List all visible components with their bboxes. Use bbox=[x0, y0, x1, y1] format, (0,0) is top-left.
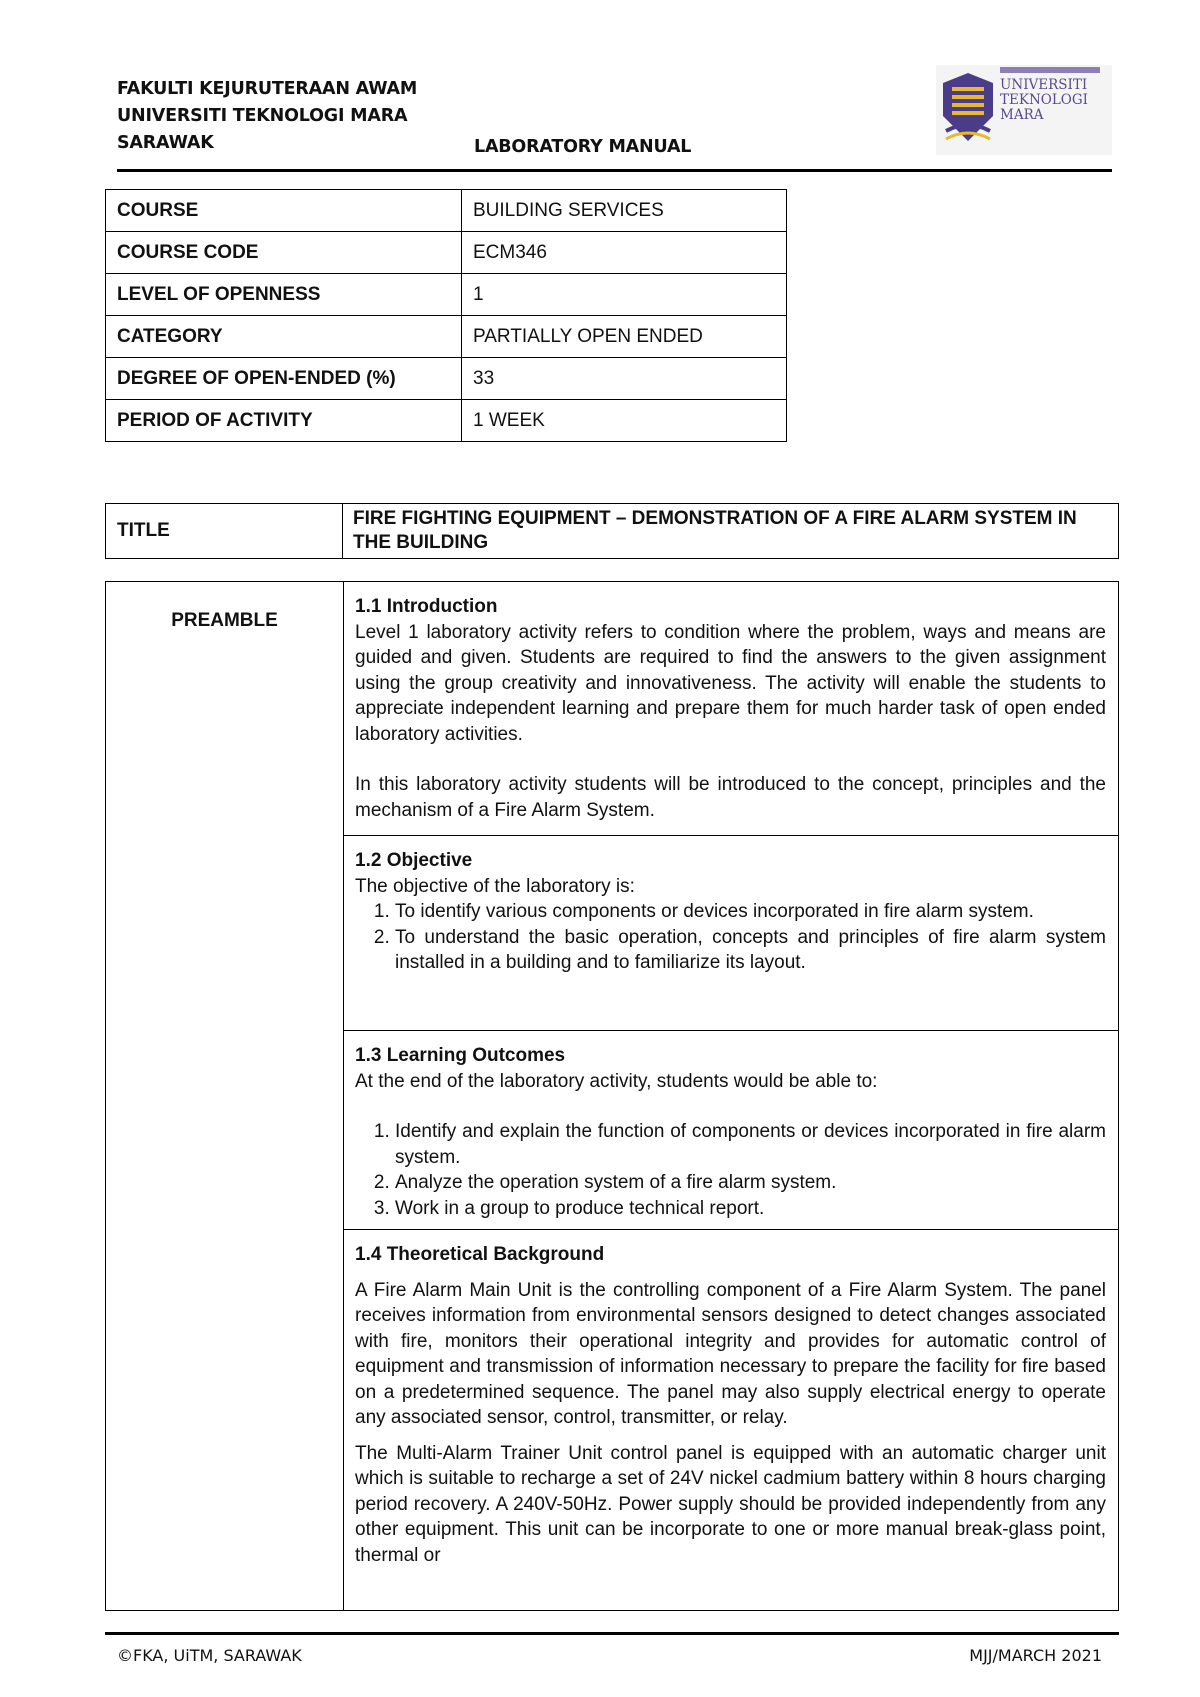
list-item: 2. Analyze the operation system of a fire alarm system. bbox=[395, 1170, 1106, 1196]
paragraph: In this laboratory activity students will be introduced to the concept, principles and the mechanism of a Fire Alarm System. bbox=[355, 774, 1106, 821]
title-value: FIRE FIGHTING EQUIPMENT – DEMONSTRATION OF A FIRE ALARM SYSTEM IN THE BUILDING bbox=[343, 504, 1119, 559]
list-item: 1. Identify and explain the function of components or devices incorporated in fire alarm system. bbox=[395, 1119, 1106, 1170]
paragraph: The objective of the laboratory is: bbox=[355, 875, 635, 897]
preamble-table bbox=[105, 581, 1119, 1611]
university-logo bbox=[936, 65, 1112, 155]
footer-date: MJJ/MARCH 2021 bbox=[969, 1646, 1102, 1665]
table-row bbox=[106, 504, 1119, 559]
info-label: CATEGORY bbox=[106, 316, 462, 358]
objective-list bbox=[355, 899, 1106, 976]
outcomes-list bbox=[355, 1119, 1106, 1221]
footer-copyright: ©FKA, UiTM, SARAWAK bbox=[117, 1646, 302, 1665]
page-header bbox=[117, 76, 1112, 172]
faculty-name: FAKULTI KEJURUTERAAN AWAM bbox=[117, 79, 418, 99]
info-value: 33 bbox=[462, 358, 787, 400]
info-value: 1 WEEK bbox=[462, 400, 787, 442]
info-value: PARTIALLY OPEN ENDED bbox=[462, 316, 787, 358]
logo-line: TEKNOLOGI bbox=[1000, 92, 1088, 108]
document-type: LABORATORY MANUAL bbox=[474, 137, 692, 157]
info-value: ECM346 bbox=[462, 232, 787, 274]
table-row bbox=[106, 582, 1119, 836]
table-row bbox=[106, 400, 787, 442]
paragraph: The Multi-Alarm Trainer Unit control panel is equipped with an automatic charger unit which is suitable to recharge a set of 24V nickel cadmium battery within 8 hours charging period recovery. A 240V-50Hz. Power supply should be provided independently from any other equipment. This unit can be incorporate to one or more manual break-glass point, thermal or bbox=[355, 1442, 1106, 1566]
section-heading: 1.4 Theoretical Background bbox=[355, 1244, 605, 1265]
section-introduction bbox=[344, 582, 1119, 836]
info-label: DEGREE OF OPEN-ENDED (%) bbox=[106, 358, 462, 400]
section-objective bbox=[344, 836, 1119, 1031]
logo-line: MARA bbox=[1000, 107, 1044, 123]
info-label: COURSE CODE bbox=[106, 232, 462, 274]
info-label: LEVEL OF OPENNESS bbox=[106, 274, 462, 316]
title-label: TITLE bbox=[106, 504, 343, 559]
footer-rule bbox=[105, 1632, 1119, 1635]
crest-icon bbox=[938, 71, 998, 151]
title-table bbox=[105, 503, 1119, 559]
logo-line: UNIVERSITI bbox=[1000, 77, 1088, 93]
section-heading: 1.3 Learning Outcomes bbox=[355, 1045, 566, 1066]
table-row bbox=[106, 358, 787, 400]
info-label: PERIOD OF ACTIVITY bbox=[106, 400, 462, 442]
info-value: 1 bbox=[462, 274, 787, 316]
paragraph: A Fire Alarm Main Unit is the controlling component of a Fire Alarm System. The panel receives information from environmental sensors designed to detect changes associated with fire, monitors their operational integrity and provides for automatic control of equipment and transmission of information necessary to prepare the facility for fire based on a predetermined sequence. The panel may also supply electrical energy to operate any associated sensor, control, transmitter, or relay. bbox=[355, 1279, 1106, 1428]
section-theoretical-background bbox=[344, 1230, 1119, 1611]
table-row bbox=[106, 190, 787, 232]
section-heading: 1.1 Introduction bbox=[355, 596, 498, 617]
table-row bbox=[106, 274, 787, 316]
paragraph: At the end of the laboratory activity, students would be able to: bbox=[355, 1070, 878, 1092]
info-value: BUILDING SERVICES bbox=[462, 190, 787, 232]
university-name: UNIVERSITI TEKNOLOGI MARA bbox=[117, 106, 408, 126]
list-item: 3. Work in a group to produce technical report. bbox=[395, 1196, 1106, 1222]
paragraph: Level 1 laboratory activity refers to condition where the problem, ways and means are guided and given. Students are required to find the answers to the given assignment using the group creativity and innovativeness. The activity will enable the students to appreciate independent learning and prepare them for much harder task of open ended laboratory activities. bbox=[355, 621, 1106, 745]
section-heading: 1.2 Objective bbox=[355, 850, 473, 871]
list-item: 1. To identify various components or devices incorporated in fire alarm system. bbox=[395, 899, 1106, 925]
list-item: 2. To understand the basic operation, concepts and principles of fire alarm system installed in a building and to familiarize its layout. bbox=[395, 925, 1106, 976]
table-row bbox=[106, 232, 787, 274]
table-row bbox=[106, 316, 787, 358]
info-label: COURSE bbox=[106, 190, 462, 232]
preamble-label: PREAMBLE bbox=[106, 582, 344, 1611]
course-info-table bbox=[105, 189, 787, 442]
section-learning-outcomes bbox=[344, 1031, 1119, 1230]
header-rule bbox=[117, 169, 1112, 172]
campus-name: SARAWAK bbox=[117, 133, 214, 153]
